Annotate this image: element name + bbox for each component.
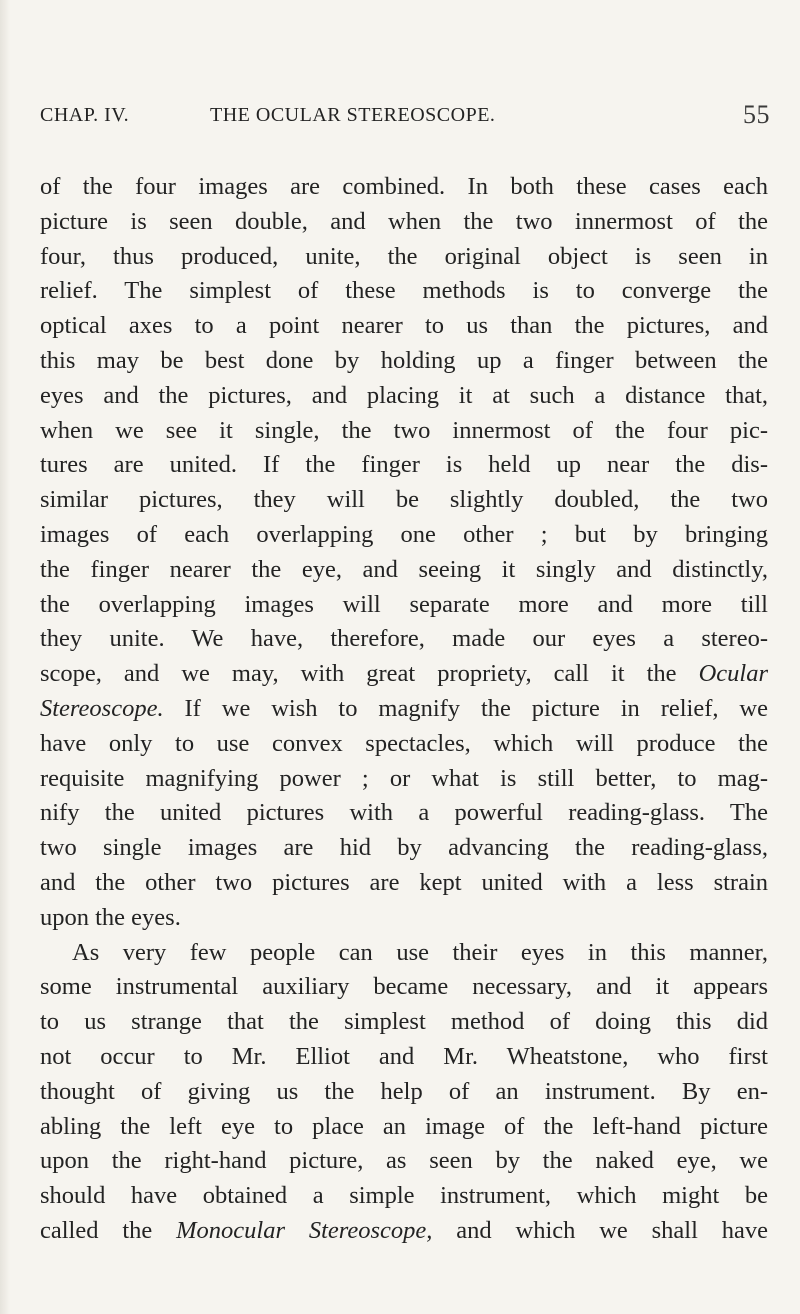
text-line: requisite magnifying power ; or what is still better, to mag-	[40, 764, 768, 792]
text-line: eyes and the pictures, and placing it at such a distance that,	[40, 381, 768, 409]
text-line: of the four images are combined. In both these cases each	[40, 173, 768, 200]
text-line: and the other two pictures are kept united with a less strain	[40, 868, 768, 896]
running-title: THE OCULAR STEREOSCOPE.	[210, 104, 496, 126]
text-line: the finger nearer the eye, and seeing it singly and distinctly,	[40, 555, 768, 583]
text-line: should have obtained a simple instrument, which might be	[40, 1182, 768, 1210]
text-line: some instrumental auxiliary became necessary, and it appears	[40, 973, 768, 1001]
text-segment: scope, and we may, with great propriety, call it the	[40, 660, 677, 688]
text-line: four, thus produced, unite, the original object is seen in	[40, 242, 768, 270]
text-line: they unite. We have, therefore, made our eyes a stereo-	[40, 625, 768, 653]
text-line: relief. The simplest of these methods is to converge the	[40, 277, 768, 305]
gutter-shadow	[0, 0, 10, 1314]
italic-term: Monocular Stereoscope,	[176, 1216, 433, 1244]
text-line: similar pictures, they will be slightly doubled, the two	[40, 486, 768, 514]
text-line: to us strange that the simplest method of doing this did	[40, 1008, 768, 1036]
text-line	[40, 657, 768, 692]
running-head	[40, 100, 770, 144]
text-line	[40, 1214, 768, 1249]
text-line: when we see it single, the two innermost of the four pic-	[40, 416, 768, 444]
text-line: have only to use convex spectacles, which will produce the	[40, 729, 768, 757]
italic-term: Stereoscope.	[40, 694, 164, 722]
page-number: 55	[743, 100, 770, 129]
text-line: images of each overlapping one other ; but by bringing	[40, 520, 768, 548]
text-line: picture is seen double, and when the two innermost of the	[40, 207, 768, 235]
text-line: abling the left eye to place an image of the left-hand picture	[40, 1112, 768, 1140]
chapter-label: CHAP. IV.	[40, 104, 130, 126]
text-line	[40, 692, 768, 727]
text-segment: and which we shall have	[456, 1216, 769, 1244]
italic-term: Ocular	[698, 660, 768, 688]
text-line: tures are united. If the finger is held up near the dis-	[40, 451, 768, 479]
text-line: thought of giving us the help of an instrument. By en-	[40, 1077, 768, 1105]
text-line: upon the right-hand picture, as seen by the naked eye, we	[40, 1147, 768, 1175]
body-text	[40, 170, 768, 1249]
text-line: this may be best done by holding up a finger between the	[40, 346, 768, 374]
text-line: the overlapping images will separate more and more till	[40, 590, 768, 618]
text-line: optical axes to a point nearer to us than the pictures, and	[40, 312, 768, 340]
text-segment: If we wish to magnify the picture in relief, we	[184, 694, 768, 722]
text-segment: called the	[40, 1216, 153, 1244]
text-line: two single images are hid by advancing the reading-glass,	[40, 834, 768, 862]
text-line: upon the eyes.	[40, 903, 181, 931]
text-line: nify the united pictures with a powerful reading-glass. The	[40, 799, 768, 827]
text-line: As very few people can use their eyes in this manner,	[72, 938, 768, 966]
text-line: not occur to Mr. Elliot and Mr. Wheatstone, who first	[40, 1042, 768, 1070]
